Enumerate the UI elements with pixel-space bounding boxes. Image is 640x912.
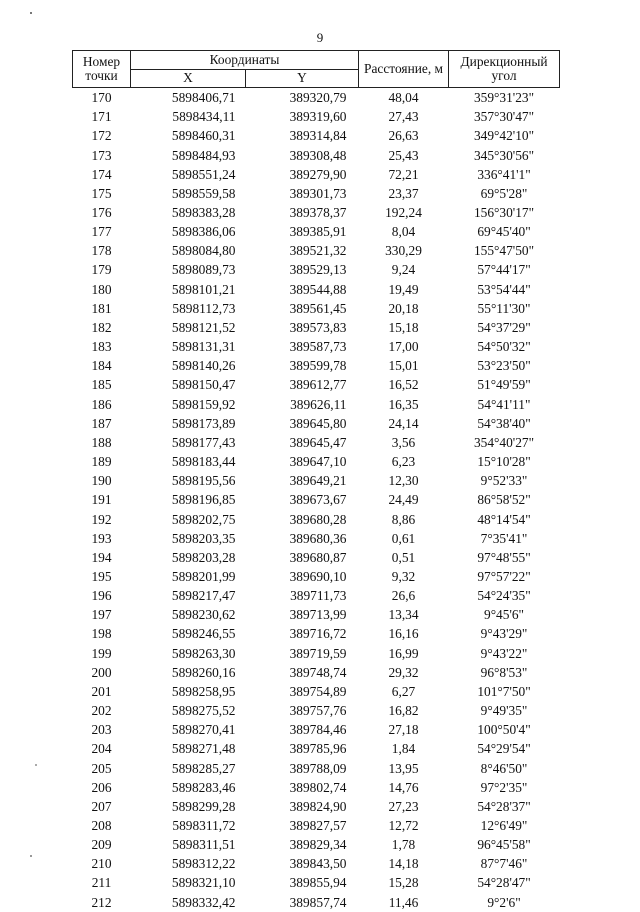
y-coordinate-cell: 389279,90: [289, 166, 347, 182]
distance-cell: 24,14: [388, 415, 419, 431]
table-row: [73, 605, 560, 624]
distance-cell: 6,27: [391, 683, 416, 699]
x-coordinate-cell: 5898217,47: [171, 588, 236, 604]
table-row: [73, 452, 560, 471]
y-coordinate-cell: 389713,99: [289, 607, 347, 623]
table-row: [73, 126, 560, 145]
distance-cell: 48,04: [388, 90, 419, 106]
direction-angle-cell: 349°42'10": [473, 128, 535, 144]
direction-angle-cell: 345°30'56": [473, 147, 535, 163]
distance-cell: 6,23: [391, 454, 416, 470]
x-coordinate-cell: 5898121,52: [171, 319, 236, 335]
point-number-cell: 199: [91, 645, 112, 661]
coordinates-table: [72, 50, 560, 912]
table-row: [73, 797, 560, 816]
point-number-cell: 190: [91, 473, 112, 489]
distance-cell: 23,37: [388, 185, 419, 201]
x-coordinate-cell: 5898434,11: [172, 109, 236, 125]
y-coordinate-cell: 389757,76: [289, 703, 347, 719]
table-row: [73, 835, 560, 854]
y-coordinate-cell: 389785,96: [289, 741, 347, 757]
table-row: [73, 318, 560, 337]
y-coordinate-cell: 389855,94: [289, 875, 347, 891]
table-row: [73, 241, 560, 260]
direction-angle-cell: 53°54'44": [477, 281, 531, 297]
y-coordinate-cell: 389788,09: [289, 760, 347, 776]
direction-angle-cell: 100°50'4": [477, 722, 531, 738]
coordinates-header: Координаты: [131, 51, 359, 70]
distance-cell: 17,00: [388, 339, 419, 355]
y-coordinate-cell: 389319,60: [289, 109, 347, 125]
table-row: [73, 299, 560, 318]
point-number-cell: 209: [91, 837, 112, 853]
direction-angle-header: [449, 51, 560, 88]
y-coordinate-cell: 389647,10: [289, 454, 347, 470]
point-number-cell: 208: [91, 818, 112, 834]
distance-cell: 13,34: [388, 607, 419, 623]
y-coordinate-cell: 389824,90: [289, 798, 347, 814]
direction-angle-cell: 101°7'50": [477, 683, 531, 699]
page-number: 9: [316, 30, 324, 45]
point-number-cell: 186: [91, 396, 112, 412]
scan-speck: [30, 12, 32, 14]
x-coordinate-cell: 5898484,93: [171, 147, 236, 163]
point-number-cell: 183: [91, 339, 112, 355]
distance-cell: 26,63: [388, 128, 419, 144]
x-coordinate-cell: 5898173,89: [171, 415, 236, 431]
distance-cell: 27,43: [388, 109, 419, 125]
y-header: Y: [246, 69, 359, 88]
point-number-cell: 181: [91, 300, 112, 316]
direction-angle-cell: 57°44'17": [477, 262, 531, 278]
y-coordinate-cell: 389673,67: [289, 492, 347, 508]
distance-cell: 8,86: [391, 511, 416, 527]
y-coordinate-cell: 389690,10: [289, 568, 347, 584]
table-row: [73, 509, 560, 528]
x-coordinate-cell: 5898386,06: [171, 224, 236, 240]
table-row: [73, 337, 560, 356]
direction-angle-cell: 155°47'50": [473, 243, 535, 259]
table-row: [73, 529, 560, 548]
x-coordinate-cell: 5898406,71: [171, 90, 236, 106]
point-number-cell: 210: [91, 856, 112, 872]
direction-angle-cell: 54°24'35": [477, 588, 531, 604]
point-number-header-line2: точки: [85, 68, 118, 83]
direction-angle-header-line2: угол: [491, 68, 517, 83]
table-row: [73, 701, 560, 720]
x-coordinate-cell: 5898258,95: [171, 683, 236, 699]
x-coordinate-cell: 5898246,55: [171, 626, 236, 642]
x-coordinate-cell: 5898159,92: [171, 396, 236, 412]
distance-cell: 16,99: [388, 645, 419, 661]
table-row: [73, 107, 560, 126]
direction-angle-cell: 15°10'28": [477, 454, 531, 470]
direction-angle-cell: 9°43'22": [480, 645, 528, 661]
x-coordinate-cell: 5898140,26: [171, 358, 236, 374]
x-header: X: [131, 69, 246, 88]
table-row: [73, 490, 560, 509]
distance-cell: 8,04: [391, 224, 416, 240]
distance-cell: 16,16: [388, 626, 419, 642]
direction-angle-cell: 96°8'53": [480, 664, 528, 680]
x-coordinate-cell: 5898332,42: [171, 894, 236, 910]
point-number-cell: 207: [91, 798, 112, 814]
y-coordinate-cell: 389649,21: [289, 473, 347, 489]
table-row: [73, 471, 560, 490]
table-row: [73, 778, 560, 797]
x-coordinate-cell: 5898202,75: [171, 511, 236, 527]
point-number-cell: 194: [91, 549, 112, 565]
point-number-cell: 184: [91, 358, 112, 374]
y-coordinate-cell: 389680,87: [289, 549, 347, 565]
y-coordinate-cell: 389301,73: [289, 185, 347, 201]
point-number-header: [73, 51, 131, 88]
y-coordinate-cell: 389308,48: [289, 147, 347, 163]
y-coordinate-cell: 389645,80: [289, 415, 347, 431]
distance-cell: 15,18: [388, 319, 419, 335]
direction-angle-cell: 357°30'47": [473, 109, 535, 125]
y-coordinate-cell: 389521,32: [289, 243, 347, 259]
point-number-cell: 201: [91, 683, 112, 699]
point-number-cell: 175: [91, 185, 112, 201]
direction-angle-cell: 359°31'23": [473, 90, 535, 106]
direction-angle-cell: 97°2'35": [480, 779, 528, 795]
distance-cell: 13,95: [388, 760, 419, 776]
table-row: [73, 586, 560, 605]
distance-cell: 15,01: [388, 358, 419, 374]
table-row: [73, 873, 560, 892]
y-coordinate-cell: 389645,47: [289, 434, 347, 450]
table-row: [73, 644, 560, 663]
point-number-cell: 171: [91, 109, 112, 125]
direction-angle-cell: 8°46'50": [480, 760, 528, 776]
distance-cell: 1,78: [391, 837, 416, 853]
point-number-cell: 192: [91, 511, 112, 527]
direction-angle-cell: 48°14'54": [477, 511, 531, 527]
table-row: [73, 548, 560, 567]
point-number-cell: 211: [91, 875, 112, 891]
direction-angle-cell: 9°52'33": [480, 473, 528, 489]
point-number-cell: 200: [91, 664, 112, 680]
point-number-cell: 203: [91, 722, 112, 738]
x-coordinate-cell: 5898203,35: [171, 530, 236, 546]
point-number-cell: 189: [91, 454, 112, 470]
distance-header: Расстояние, м: [359, 51, 449, 88]
x-coordinate-cell: 5898260,16: [171, 664, 236, 680]
point-number-cell: 188: [91, 434, 112, 450]
distance-cell: 19,49: [388, 281, 419, 297]
point-number-cell: 178: [91, 243, 112, 259]
point-number-cell: 205: [91, 760, 112, 776]
direction-angle-cell: 87°7'46": [480, 856, 528, 872]
x-coordinate-cell: 5898321,10: [171, 875, 236, 891]
table-row: [73, 854, 560, 873]
x-coordinate-cell: 5898089,73: [171, 262, 236, 278]
x-coordinate-cell: 5898270,41: [171, 722, 236, 738]
table-row: [73, 395, 560, 414]
table-row: [73, 682, 560, 701]
direction-angle-cell: 69°5'28": [480, 185, 528, 201]
distance-cell: 27,23: [388, 798, 419, 814]
table-row: [73, 165, 560, 184]
direction-angle-cell: 9°43'29": [480, 626, 528, 642]
y-coordinate-cell: 389561,45: [289, 300, 347, 316]
distance-cell: 29,32: [388, 664, 419, 680]
distance-cell: 14,76: [388, 779, 419, 795]
distance-cell: 14,18: [388, 856, 419, 872]
direction-angle-cell: 336°41'1": [477, 166, 531, 182]
x-coordinate-cell: 5898203,28: [171, 549, 236, 565]
point-number-cell: 193: [91, 530, 112, 546]
table-row: [73, 720, 560, 739]
distance-cell: 20,18: [388, 300, 419, 316]
table-row: [73, 758, 560, 777]
point-number-cell: 170: [91, 90, 112, 106]
x-coordinate-cell: 5898559,58: [171, 185, 236, 201]
y-coordinate-cell: 389378,37: [289, 205, 347, 221]
direction-angle-cell: 54°41'11": [477, 396, 531, 412]
distance-cell: 330,29: [385, 243, 422, 259]
x-coordinate-cell: 5898195,56: [171, 473, 236, 489]
y-coordinate-cell: 389573,83: [289, 319, 347, 335]
y-coordinate-cell: 389680,28: [289, 511, 347, 527]
distance-cell: 0,61: [391, 530, 416, 546]
x-coordinate-cell: 5898084,80: [171, 243, 236, 259]
direction-angle-cell: 97°48'55": [477, 549, 531, 565]
distance-cell: 27,18: [388, 722, 419, 738]
table-row: [73, 88, 560, 108]
point-number-cell: 172: [91, 128, 112, 144]
point-number-cell: 180: [91, 281, 112, 297]
direction-angle-cell: 12°6'49": [480, 818, 528, 834]
y-coordinate-cell: 389827,57: [289, 818, 347, 834]
distance-cell: 16,35: [388, 396, 419, 412]
direction-angle-cell: 86°58'52": [477, 492, 531, 508]
direction-angle-cell: 96°45'58": [477, 837, 531, 853]
point-number-cell: 176: [91, 205, 112, 221]
table-header: [73, 51, 560, 88]
x-coordinate-cell: 5898101,21: [171, 281, 236, 297]
y-coordinate-cell: 389320,79: [289, 90, 347, 106]
distance-cell: 25,43: [388, 147, 419, 163]
table-row: [73, 356, 560, 375]
table-row: [73, 280, 560, 299]
distance-cell: 16,52: [388, 377, 419, 393]
table-row: [73, 739, 560, 758]
y-coordinate-cell: 389314,84: [289, 128, 347, 144]
scan-speck: [30, 855, 32, 857]
y-coordinate-cell: 389719,59: [289, 645, 347, 661]
distance-cell: 11,46: [388, 894, 419, 910]
table-row: [73, 624, 560, 643]
y-coordinate-cell: 389680,36: [289, 530, 347, 546]
distance-cell: 26,6: [391, 588, 416, 604]
table-row: [73, 145, 560, 164]
point-number-cell: 196: [91, 588, 112, 604]
x-coordinate-cell: 5898311,72: [172, 818, 236, 834]
y-coordinate-cell: 389626,11: [290, 396, 347, 412]
point-number-cell: 191: [91, 492, 112, 508]
direction-angle-cell: 54°28'47": [477, 875, 531, 891]
direction-angle-cell: 53°23'50": [477, 358, 531, 374]
distance-cell: 12,72: [388, 818, 419, 834]
x-coordinate-cell: 5898177,43: [171, 434, 236, 450]
point-number-cell: 179: [91, 262, 112, 278]
y-coordinate-cell: 389754,89: [289, 683, 347, 699]
point-number-cell: 174: [91, 166, 112, 182]
x-coordinate-cell: 5898275,52: [171, 703, 236, 719]
point-number-cell: 187: [91, 415, 112, 431]
point-number-cell: 182: [91, 319, 112, 335]
x-coordinate-cell: 5898112,73: [172, 300, 236, 316]
x-coordinate-cell: 5898299,28: [171, 798, 236, 814]
table-row: [73, 816, 560, 835]
x-coordinate-cell: 5898201,99: [171, 568, 236, 584]
direction-angle-header-line1: Дирекционный: [460, 54, 548, 69]
direction-angle-cell: 354°40'27": [473, 434, 535, 450]
table-row: [73, 260, 560, 279]
point-number-cell: 206: [91, 779, 112, 795]
direction-angle-cell: 54°37'29": [477, 319, 531, 335]
x-coordinate-cell: 5898285,27: [171, 760, 236, 776]
table-row: [73, 203, 560, 222]
distance-cell: 192,24: [385, 205, 422, 221]
point-number-header-line1: Номер: [82, 54, 121, 69]
direction-angle-cell: 54°28'37": [477, 798, 531, 814]
table-row: [73, 433, 560, 452]
direction-angle-cell: 54°50'32": [477, 339, 531, 355]
point-number-cell: 197: [91, 607, 112, 623]
point-number-cell: 177: [91, 224, 112, 240]
x-coordinate-cell: 5898196,85: [171, 492, 236, 508]
direction-angle-cell: 69°45'40": [477, 224, 531, 240]
distance-cell: 9,32: [391, 568, 416, 584]
y-coordinate-cell: 389587,73: [289, 339, 347, 355]
point-number-cell: 202: [91, 703, 112, 719]
direction-angle-cell: 55°11'30": [477, 300, 531, 316]
direction-angle-cell: 9°2'6": [487, 894, 521, 910]
table-row: [73, 663, 560, 682]
x-coordinate-cell: 5898283,46: [171, 779, 236, 795]
table-row: [73, 893, 560, 912]
y-coordinate-cell: 389784,46: [289, 722, 347, 738]
x-coordinate-cell: 5898551,24: [171, 166, 236, 182]
direction-angle-cell: 7°35'41": [480, 530, 528, 546]
point-number-cell: 195: [91, 568, 112, 584]
point-number-cell: 198: [91, 626, 112, 642]
table-row: [73, 184, 560, 203]
x-coordinate-cell: 5898263,30: [171, 645, 236, 661]
x-coordinate-cell: 5898383,28: [171, 205, 236, 221]
x-coordinate-cell: 5898150,47: [171, 377, 236, 393]
distance-cell: 12,30: [388, 473, 419, 489]
x-coordinate-cell: 5898183,44: [171, 454, 236, 470]
x-coordinate-cell: 5898131,31: [171, 339, 236, 355]
y-coordinate-cell: 389529,13: [289, 262, 347, 278]
y-coordinate-cell: 389857,74: [289, 894, 347, 910]
distance-cell: 16,82: [388, 703, 419, 719]
distance-cell: 1,84: [391, 741, 416, 757]
y-coordinate-cell: 389802,74: [289, 779, 347, 795]
direction-angle-cell: 9°49'35": [480, 703, 528, 719]
table-row: [73, 222, 560, 241]
y-coordinate-cell: 389385,91: [289, 224, 347, 240]
direction-angle-cell: 9°45'6": [484, 607, 525, 623]
y-coordinate-cell: 389599,78: [289, 358, 347, 374]
distance-cell: 15,28: [388, 875, 419, 891]
x-coordinate-cell: 5898271,48: [171, 741, 236, 757]
x-coordinate-cell: 5898460,31: [171, 128, 236, 144]
y-coordinate-cell: 389716,72: [289, 626, 347, 642]
y-coordinate-cell: 389748,74: [289, 664, 347, 680]
x-coordinate-cell: 5898312,22: [171, 856, 236, 872]
point-number-cell: 212: [91, 894, 112, 910]
distance-cell: 9,24: [391, 262, 416, 278]
y-coordinate-cell: 389711,73: [290, 588, 347, 604]
table-row: [73, 414, 560, 433]
point-number-cell: 204: [91, 741, 112, 757]
scan-speck: [35, 764, 37, 766]
point-number-cell: 185: [91, 377, 112, 393]
distance-cell: 3,56: [391, 434, 416, 450]
table-body: [73, 88, 560, 912]
distance-cell: 72,21: [388, 166, 419, 182]
direction-angle-cell: 54°38'40": [477, 415, 531, 431]
y-coordinate-cell: 389544,88: [289, 281, 347, 297]
table-row: [73, 567, 560, 586]
distance-cell: 0,51: [391, 549, 416, 565]
y-coordinate-cell: 389612,77: [289, 377, 347, 393]
direction-angle-cell: 54°29'54": [477, 741, 531, 757]
table-row: [73, 375, 560, 394]
point-number-cell: 173: [91, 147, 112, 163]
y-coordinate-cell: 389843,50: [289, 856, 347, 872]
direction-angle-cell: 156°30'17": [473, 205, 535, 221]
y-coordinate-cell: 389829,34: [289, 837, 347, 853]
direction-angle-cell: 97°57'22": [477, 568, 531, 584]
distance-cell: 24,49: [388, 492, 419, 508]
direction-angle-cell: 51°49'59": [477, 377, 531, 393]
x-coordinate-cell: 5898311,51: [172, 837, 236, 853]
x-coordinate-cell: 5898230,62: [171, 607, 236, 623]
